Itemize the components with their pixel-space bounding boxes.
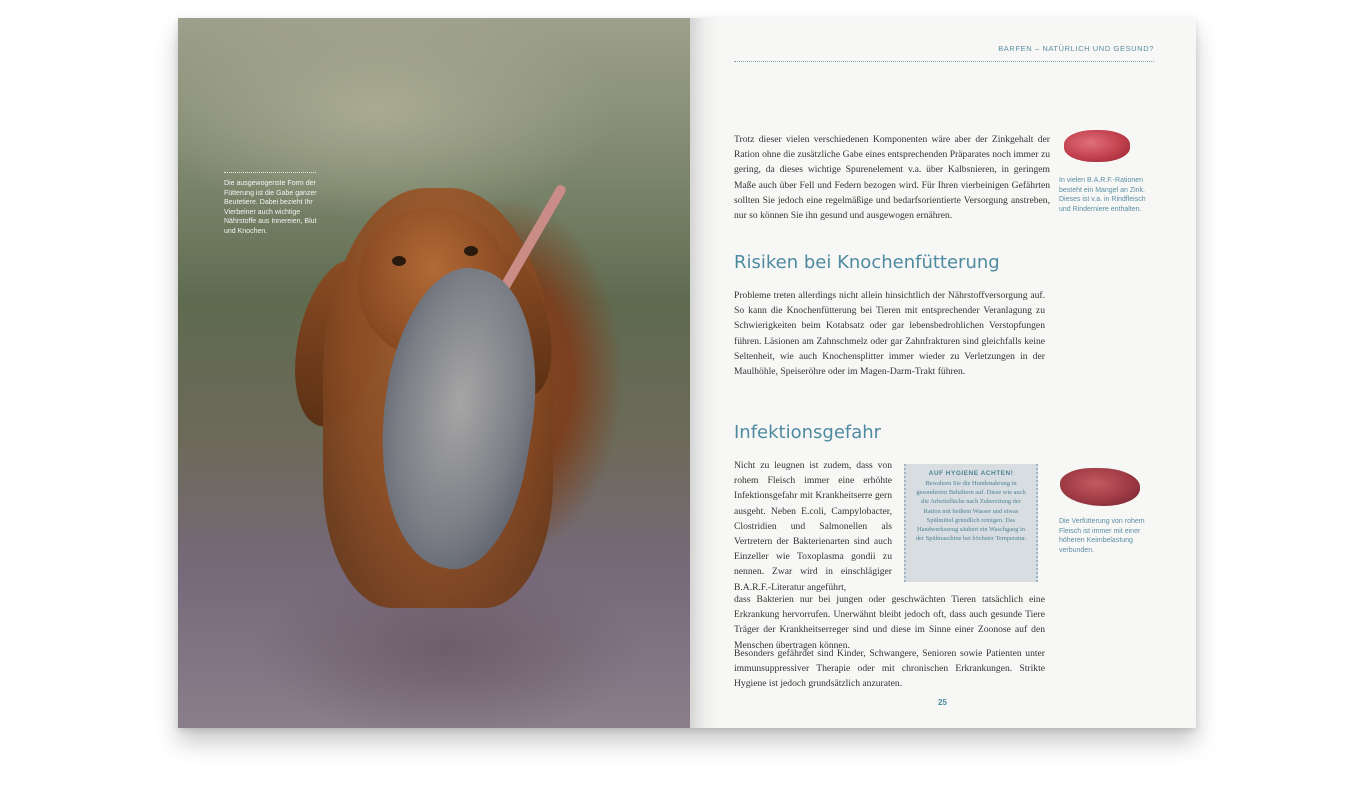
header-rule [734,61,1154,62]
page-number: 25 [938,698,947,707]
caption-meat: Die Verfütterung von rohem Fleisch ist immer mit einer höheren Keimbelastung verbunden. [1059,518,1145,554]
intro-paragraph: Trotz dieser vielen verschiedenen Komponenten wäre aber der Zinkgehalt der Ration ohne die zusätzliche Gabe eines entsprechenden Präparates noch immer zu gering, da dieses wichtige Spurenelement v.a. über Kalbsnieren, in geringem Maße auch über Fell und Federn bezogen wird. Für Ihren vierbeinigen Gefährten sollten Sie jedoch eine regelmäßige und bedarfsorientierte Versorgung anstreben, nur so können Sie ihn gesund und ausgewogen ernähren. [734,134,1050,222]
right-page [690,18,1196,728]
photo-caption: Die ausgewogenste Form der Fütterung ist die Gabe ganzer Beutetiere. Dabei bezieht Ihr Vierbeiner auch wichtige Nährstoffe aus Innereien, Blut und Knochen. [224,180,317,235]
paragraph-infection-b: dass Bakterien nur bei jungen oder geschwächten Tieren tatsächlich eine Erkrankung hervorrufen. Unerwähnt bleibt jedoch oft, dass auch gesunde Tiere Träger der Krankheitserreger sind und diese im Sinne einer Zoonose auf den Menschen übertragen können. [734,594,1045,651]
hygiene-infobox [904,464,1038,582]
magazine-spread [178,18,1196,728]
raw-meat-image [1060,468,1140,506]
dog-eye-left [392,256,406,266]
left-page-photo [178,18,690,728]
caption-zinc: In vielen B.A.R.F.-Rationen besteht ein Mangel an Zink. Dieses ist v.a. in Rindfleisch und Rinderniere enthalten. [1059,177,1146,213]
running-head: BARFEN – NATÜRLICH UND GESUND? [998,44,1154,53]
paragraph-risk-groups: Besonders gefährdet sind Kinder, Schwangere, Senioren sowie Patienten unter immunsuppressiver Therapie oder mit chronischen Erkrankungen. Strikte Hygiene ist jedoch grundsätzlich anzuraten. [734,648,1045,690]
paragraph-infection-a: Nicht zu leugnen ist zudem, dass von rohem Fleisch immer eine erhöhte Infektionsgefahr mit Krankheitserre gern ausgeht. Neben E.coli, Campylobacter, Clostridien und Salmonellen als Vertretern der Bakterienarten sind auch Einzeller wie Toxoplasma gondii zu nennen. Zwar wird in einschlägiger B.A.R.F.-Literatur angeführt, [734,460,892,593]
heading-bone-risks: Risiken bei Knochenfütterung [734,252,1000,273]
dog-eye-right [464,246,478,256]
caption-rule [224,172,316,173]
paragraph-bone-risks: Probleme treten allerdings nicht allein hinsichtlich der Nährstoffversorgung auf. So kann die Knochenfütterung bei Tieren mit entsprechender Veranlagung zu Schwierigkeiten beim Kotabsatz oder gar lebensbedrohlichen Verstopfungen führen. Läsionen am Zahnschmelz oder gar Zahnfrakturen sind gleichfalls keine Seltenheit, wie auch Knochensplitter immer wieder zu Verletzungen in der Maulhöhle, Speiseröhre oder im Magen-Darm-Trakt führen. [734,290,1045,378]
infobox-text: Bewahren Sie die Hundenahrung in gesonderten Behältern auf. Diese wie auch die Arbeitsfläche nach Zubereitung der Ration mit heißem Wasser und etwas Spülmittel gründlich reinigen. Das Handwerkszeug säubert ein Waschgang in der Spülmaschine bei höchster Temperatur. [915,480,1027,543]
infobox-title: AUF HYGIENE ACHTEN! [928,470,1014,477]
kidney-meat-image [1064,130,1130,162]
heading-infection: Infektionsgefahr [734,422,882,443]
